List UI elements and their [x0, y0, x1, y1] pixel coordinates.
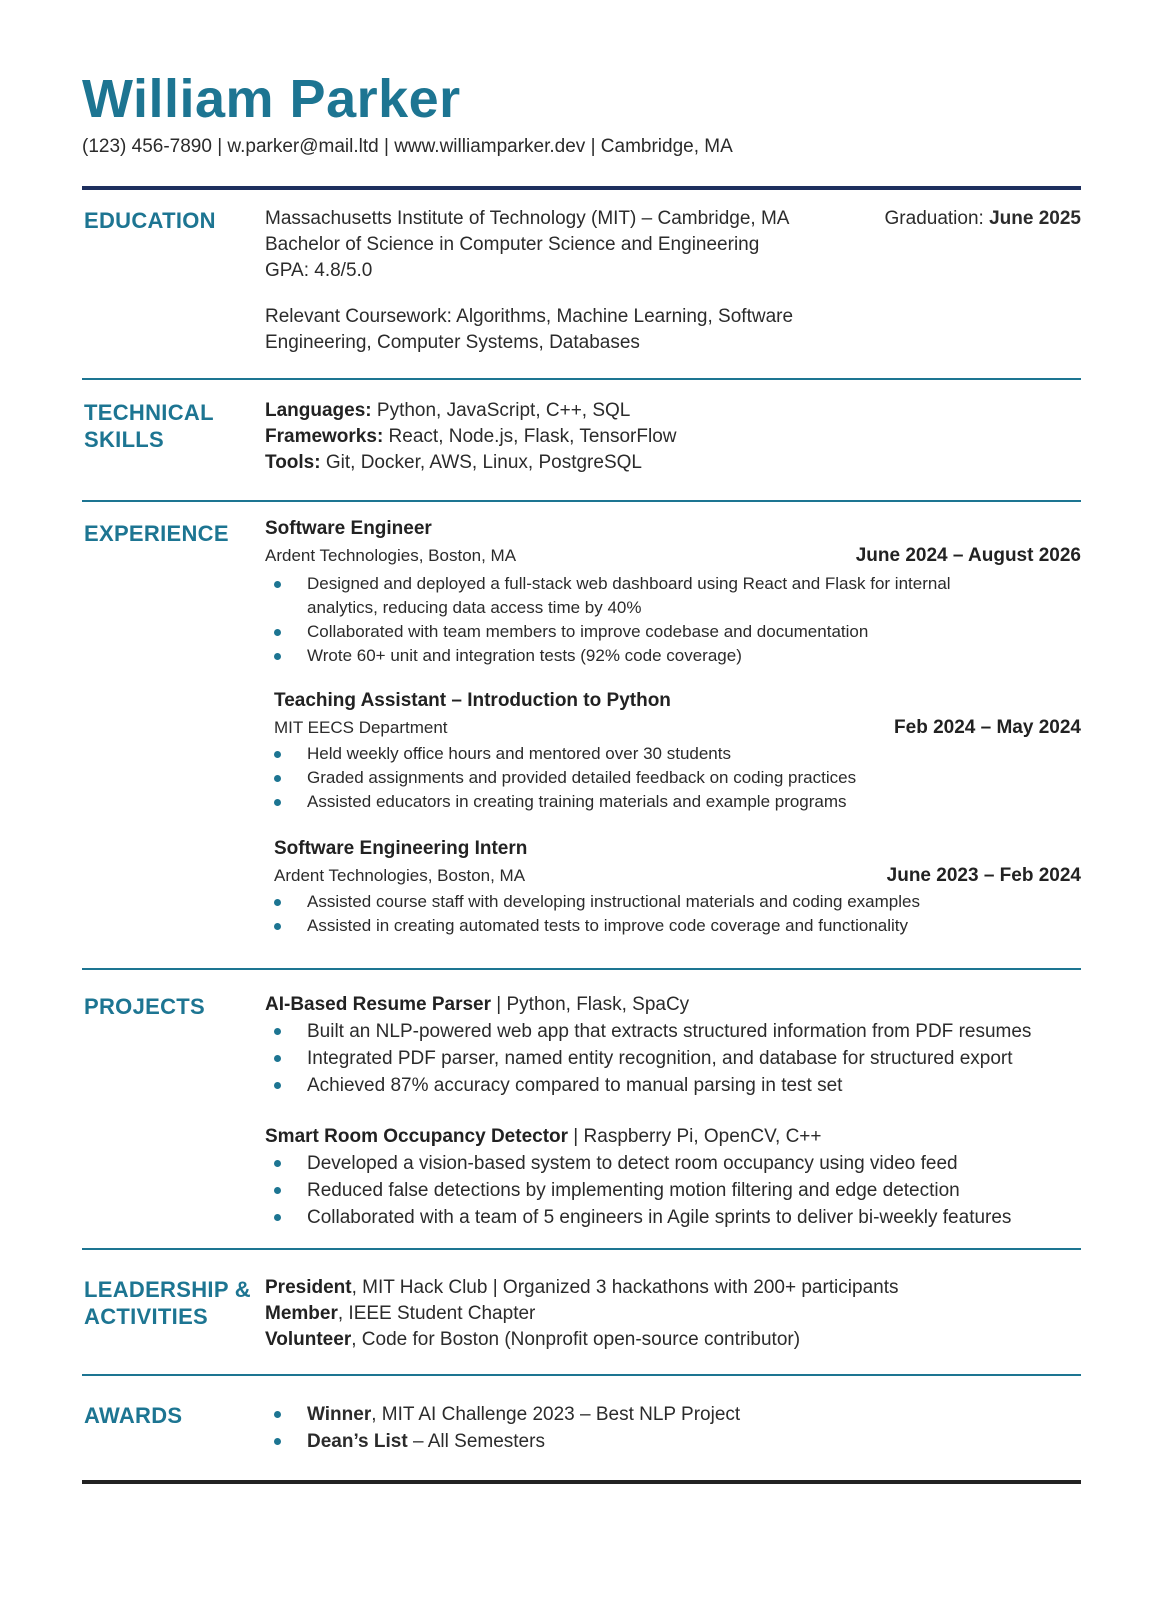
job-bullets	[270, 572, 967, 668]
bullet-icon	[274, 1160, 281, 1167]
bullet-icon	[274, 629, 281, 636]
project-tech: | Python, Flask, SpaCy	[491, 994, 690, 1015]
contact-info: (123) 456-7890 | w.parker@mail.ltd | www.williamparker.dev | Cambridge, MA	[82, 136, 733, 157]
award-label: Winner	[307, 1404, 372, 1425]
bullet-text: Collaborated with a team of 5 engineers in Agile sprints to deliver bi-weekly features	[307, 1207, 1012, 1228]
list-item	[270, 1401, 740, 1428]
bullet-text: Held weekly office hours and mentored over 30 students	[307, 744, 731, 763]
activity-label: Volunteer	[265, 1329, 352, 1350]
section-title-education: EDUCATION	[84, 208, 216, 233]
job-org: Ardent Technologies, Boston, MA	[265, 546, 517, 565]
bullet-icon	[274, 1214, 281, 1221]
bullet-text: Wrote 60+ unit and integration tests (92% code coverage)	[307, 646, 742, 665]
list-item	[270, 1018, 1031, 1045]
bullet-text: Designed and deployed a full-stack web dashboard using React and Flask for internal analytics, reducing data access time by 40%	[307, 574, 951, 617]
bullet-text: Reduced false detections by implementing motion filtering and edge detection	[307, 1180, 960, 1201]
section-title-awards: AWARDS	[84, 1403, 183, 1428]
list-item	[270, 572, 967, 620]
activity-row	[265, 1301, 535, 1327]
activity-row	[265, 1327, 800, 1353]
graduation-label: Graduation:	[884, 208, 990, 229]
job-date: Feb 2024 – May 2024	[894, 717, 1081, 738]
skill-label: Languages:	[265, 400, 372, 421]
bullet-icon	[274, 1438, 281, 1445]
bullet-text: Collaborated with team members to improve codebase and documentation	[307, 622, 869, 641]
leadership-title-line1: LEADERSHIP &	[84, 1277, 251, 1302]
bullet-icon	[274, 923, 281, 930]
list-item	[270, 766, 856, 790]
project-bullets	[270, 1150, 1011, 1231]
bullet-icon	[274, 1082, 281, 1089]
list-item	[270, 1150, 1011, 1177]
candidate-name: William Parker	[82, 69, 461, 129]
list-item	[270, 1072, 1031, 1099]
activity-label: Member	[265, 1303, 338, 1324]
skills-title-line2: SKILLS	[84, 427, 165, 452]
activity-label: President	[265, 1277, 352, 1298]
list-item	[270, 1428, 740, 1455]
activity-value: , MIT Hack Club | Organized 3 hackathons with 200+ participants	[351, 1277, 899, 1298]
bullet-icon	[274, 1411, 281, 1418]
list-item	[270, 890, 920, 914]
awards-list	[270, 1401, 740, 1455]
bullet-icon	[274, 775, 281, 782]
bullet-text: Graded assignments and provided detailed feedback on coding practices	[307, 768, 857, 787]
skill-value: React, Node.js, Flask, TensorFlow	[383, 426, 677, 447]
job-role: Teaching Assistant – Introduction to Python	[274, 690, 671, 711]
list-item	[270, 620, 967, 644]
activity-row	[265, 1275, 898, 1301]
bullet-text: Assisted in creating automated tests to improve code coverage and functionality	[307, 916, 909, 935]
education-degree: Bachelor of Science in Computer Science and Engineering	[265, 234, 760, 255]
bullet-text: Built an NLP-powered web app that extracts structured information from PDF resumes	[307, 1021, 1032, 1042]
skills-title-line1: TECHNICAL	[84, 400, 214, 425]
list-item	[270, 1204, 1011, 1231]
project-name: Smart Room Occupancy Detector	[265, 1126, 569, 1147]
job-bullets	[270, 742, 856, 814]
skill-label: Frameworks:	[265, 426, 384, 447]
list-item	[270, 914, 920, 938]
bullet-text: Assisted course staff with developing instructional materials and coding examples	[307, 892, 920, 911]
education-coursework-line1: Relevant Coursework: Algorithms, Machine Learning, Software	[265, 306, 794, 327]
bullet-icon	[274, 653, 281, 660]
activity-value: , IEEE Student Chapter	[337, 1303, 536, 1324]
section-divider	[82, 500, 1081, 502]
award-value: – All Semesters	[407, 1431, 545, 1452]
graduation-date: June 2025	[989, 208, 1081, 229]
project-bullets	[270, 1018, 1031, 1099]
job-bullets	[270, 890, 920, 938]
section-title-leadership	[84, 1276, 251, 1330]
header-divider	[82, 186, 1081, 190]
section-divider	[82, 1374, 1081, 1376]
bullet-text: Integrated PDF parser, named entity recognition, and database for structured export	[307, 1048, 1013, 1069]
bullet-icon	[274, 1055, 281, 1062]
bullet-text: Achieved 87% accuracy compared to manual parsing in test set	[307, 1075, 843, 1096]
list-item	[270, 1177, 1011, 1204]
education-school: Massachusetts Institute of Technology (MIT) – Cambridge, MA	[265, 208, 790, 229]
job-org: MIT EECS Department	[274, 718, 448, 737]
education-gpa: GPA: 4.8/5.0	[265, 260, 373, 281]
section-divider	[82, 968, 1081, 970]
job-role: Software Engineer	[265, 518, 432, 539]
skill-value: Git, Docker, AWS, Linux, PostgreSQL	[320, 452, 642, 473]
job-date: June 2024 – August 2026	[855, 545, 1081, 566]
list-item	[270, 644, 967, 668]
project-heading	[265, 1124, 822, 1150]
section-title-experience: EXPERIENCE	[84, 521, 229, 546]
education-coursework-line2: Engineering, Computer Systems, Databases	[265, 332, 640, 353]
list-item	[270, 742, 856, 766]
bullet-icon	[274, 799, 281, 806]
project-tech: | Raspberry Pi, OpenCV, C++	[568, 1126, 822, 1147]
skill-label: Tools:	[265, 452, 321, 473]
skill-row-languages	[265, 398, 630, 424]
bullet-text: Developed a vision-based system to detect room occupancy using video feed	[307, 1153, 958, 1174]
award-value: , MIT AI Challenge 2023 – Best NLP Project	[371, 1404, 741, 1425]
leadership-title-line2: ACTIVITIES	[84, 1304, 209, 1329]
bullet-icon	[274, 1187, 281, 1194]
project-name: AI-Based Resume Parser	[265, 994, 491, 1015]
skill-row-frameworks	[265, 424, 676, 450]
education-graduation	[885, 208, 1081, 230]
bullet-icon	[274, 1028, 281, 1035]
job-org: Ardent Technologies, Boston, MA	[274, 866, 526, 885]
job-role: Software Engineering Intern	[274, 838, 528, 859]
section-divider	[82, 378, 1081, 380]
footer-divider	[82, 1480, 1081, 1484]
bullet-icon	[274, 899, 281, 906]
list-item	[270, 790, 856, 814]
section-divider	[82, 1248, 1081, 1250]
job-date: June 2023 – Feb 2024	[886, 865, 1081, 886]
list-item	[270, 1045, 1031, 1072]
bullet-icon	[274, 751, 281, 758]
skill-value: Python, JavaScript, C++, SQL	[371, 400, 631, 421]
section-title-projects: PROJECTS	[84, 994, 205, 1019]
skill-row-tools	[265, 450, 642, 476]
activity-value: , Code for Boston (Nonprofit open-source contributor)	[351, 1329, 801, 1350]
bullet-icon	[274, 581, 281, 588]
award-label: Dean’s List	[307, 1431, 408, 1452]
project-heading	[265, 992, 689, 1018]
section-title-skills	[84, 399, 214, 453]
bullet-text: Assisted educators in creating training materials and example programs	[307, 792, 847, 811]
